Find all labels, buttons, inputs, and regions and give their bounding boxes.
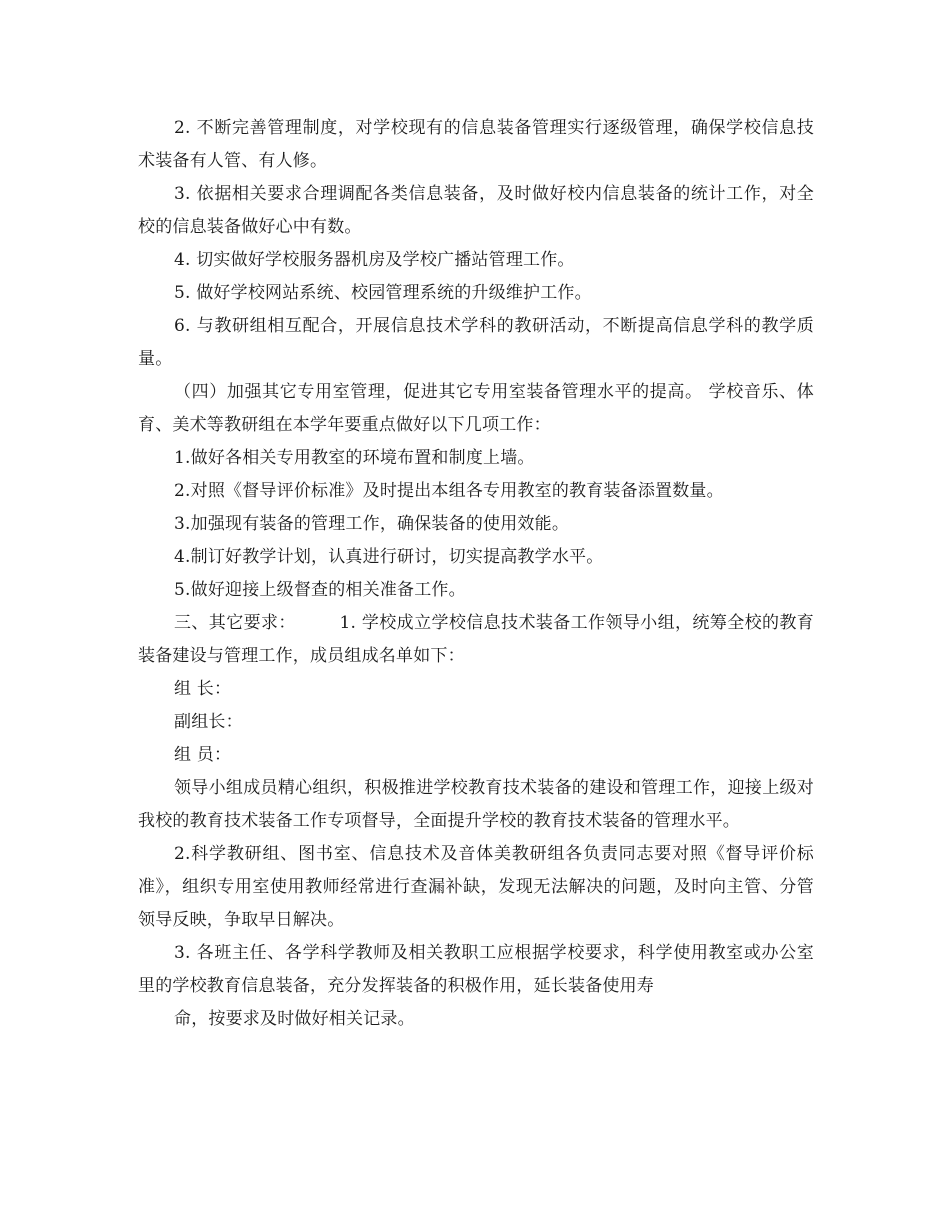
leader-line: 组 长： [174, 679, 232, 699]
leadership-group-paragraph: 领导小组成员精心组织，积极推进学校教育技术装备的建设和管理工作，迎接上级对我校的教育技术装备工作专项督导，全面提升学校的教育技术装备的管理水平。 [138, 778, 814, 831]
requirement-item-2: 2.科学教研组、图书室、信息技术及音体美教研组各负责同志要对照《督导评价标准》，组织专用室使用教师经常进行查漏补缺，发现无法解决的问题，及时向主管、分管领导反映，争取早日解决。 [138, 844, 814, 930]
requirement-item-3-continued: 命，按要求及时做好相关记录。 [174, 1009, 415, 1029]
paragraph-subitem-1: 1.做好各相关专用教室的环境布置和制度上墙。 [174, 448, 535, 468]
deputy-leader-line: 副组长： [174, 712, 243, 732]
paragraph-subitem-2: 2.对照《督导评价标准》及时提出本组各专用教室的教育装备添置数量。 [174, 481, 724, 501]
section-heading-other-requirements: 三、其它要求： 1. 学校成立学校信息技术装备工作领导小组，统筹全校的教育装备建设与管理工作，成员组成名单如下： [138, 613, 814, 666]
document-body [138, 112, 814, 1036]
section-heading-four: （四）加强其它专用室管理，促进其它专用室装备管理水平的提高。 学校音乐、体育、美术等教研组在本学年要重点做好以下几项工作： [138, 382, 814, 435]
members-line: 组 员： [174, 745, 232, 765]
paragraph-subitem-5: 5.做好迎接上级督查的相关准备工作。 [174, 580, 466, 600]
paragraph-subitem-4: 4.制订好教学计划，认真进行研讨，切实提高教学水平。 [174, 547, 604, 567]
paragraph-item-3-allocation: 3. 依据相关要求合理调配各类信息装备，及时做好校内信息装备的统计工作，对全校的信息装备做好心中有数。 [138, 184, 814, 237]
paragraph-item-5-website: 5. 做好学校网站系统、校园管理系统的升级维护工作。 [174, 283, 592, 303]
paragraph-subitem-3: 3.加强现有装备的管理工作，确保装备的使用效能。 [174, 514, 570, 534]
paragraph-item-2-management-system: 2. 不断完善管理制度，对学校现有的信息装备管理实行逐级管理，确保学校信息技术装备有人管、有人修。 [138, 118, 814, 171]
paragraph-item-6-teaching-research: 6. 与教研组相互配合，开展信息技术学科的教研活动，不断提高信息学科的教学质量。 [138, 316, 814, 369]
paragraph-item-4-server-room: 4. 切实做好学校服务器机房及学校广播站管理工作。 [174, 250, 575, 270]
requirement-item-3: 3. 各班主任、各学科学教师及相关教职工应根据学校要求，科学使用教室或办公室里的学校教育信息装备，充分发挥装备的积极作用，延长装备使用寿 [138, 943, 814, 996]
